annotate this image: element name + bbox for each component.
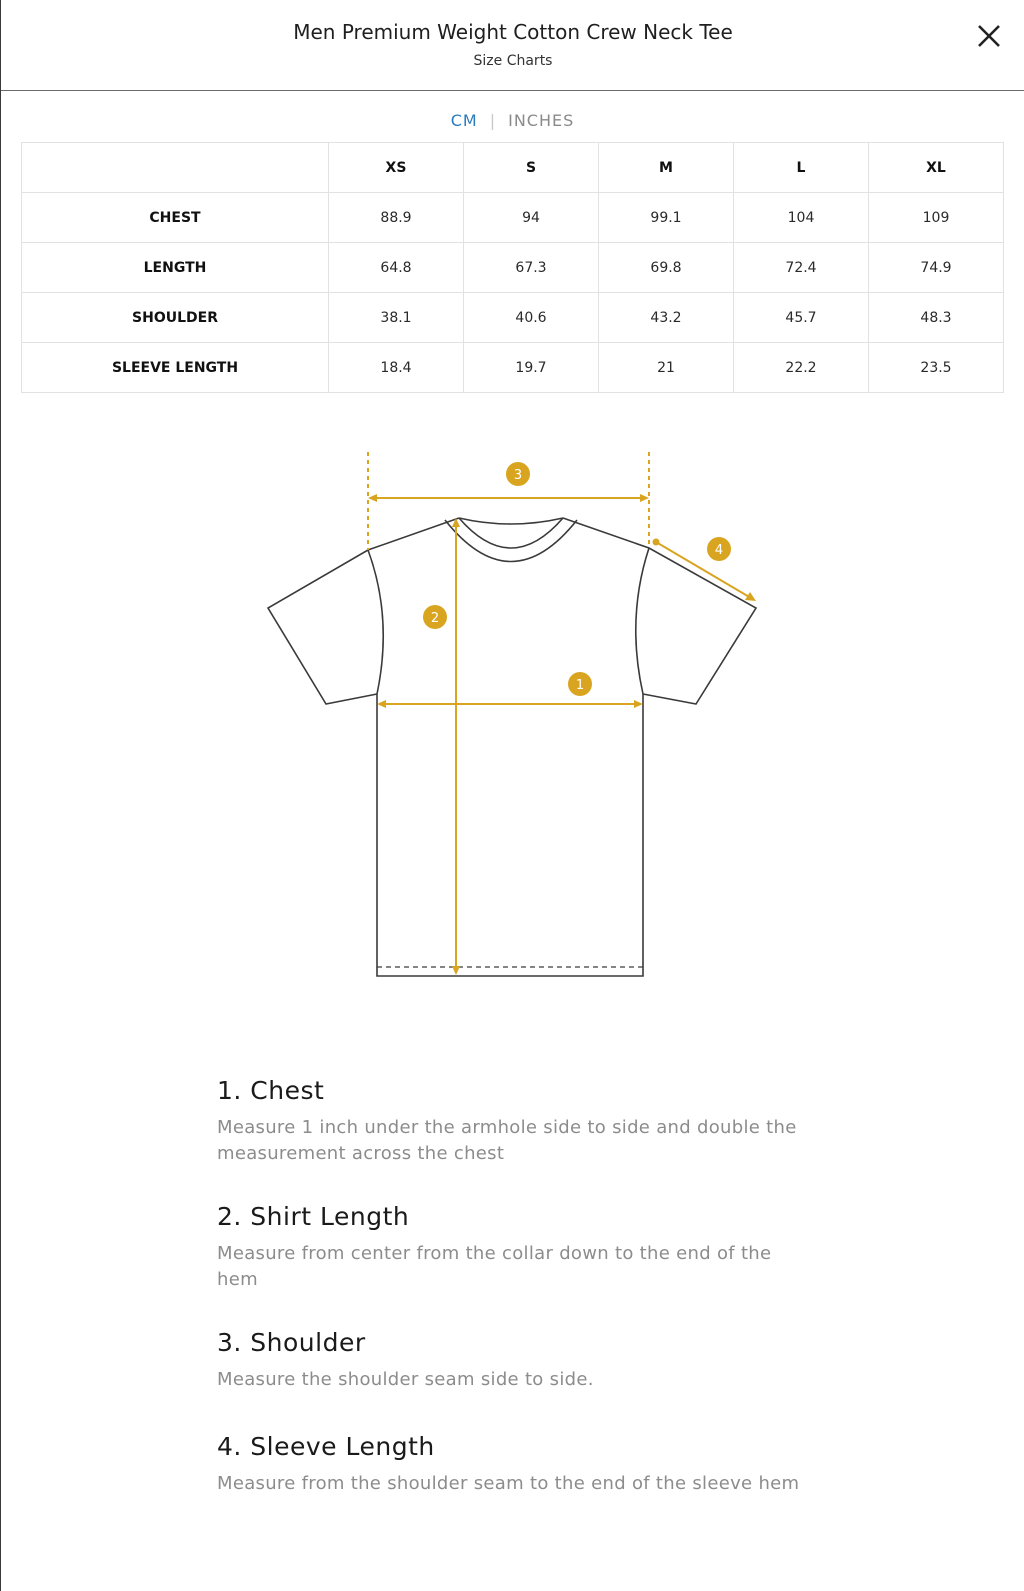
- close-button[interactable]: [973, 20, 1005, 52]
- instruction-sleeve-length: [217, 1432, 799, 1497]
- measurement-arrows: [368, 452, 756, 975]
- table-cell: 18.4: [329, 343, 464, 393]
- header-empty: [22, 143, 329, 193]
- marker-2-label: 2: [430, 611, 440, 626]
- marker-3-icon: [506, 462, 530, 486]
- table-cell: 74.9: [869, 243, 1004, 293]
- header-m: M: [599, 143, 734, 193]
- table-cell: 67.3: [464, 243, 599, 293]
- size-table: [21, 142, 1004, 393]
- table-cell: 64.8: [329, 243, 464, 293]
- table-cell: 48.3: [869, 293, 1004, 343]
- instruction-shoulder: [217, 1328, 594, 1393]
- instruction-title: 2. Shirt Length: [217, 1202, 410, 1231]
- table-row: [22, 293, 1004, 343]
- unit-separator: |: [489, 111, 497, 130]
- marker-1-icon: [568, 672, 592, 696]
- table-row: [22, 193, 1004, 243]
- table-cell: 109: [869, 193, 1004, 243]
- marker-1-label: 1: [575, 678, 585, 693]
- header-s: S: [464, 143, 599, 193]
- unit-cm-tab[interactable]: CM: [450, 111, 478, 130]
- table-cell: 99.1: [599, 193, 734, 243]
- table-cell: 72.4: [734, 243, 869, 293]
- table-cell: 22.2: [734, 343, 869, 393]
- instruction-title: 1. Chest: [217, 1076, 325, 1105]
- instruction-desc: Measure from the shoulder seam to the end of the sleeve hem: [217, 1473, 800, 1494]
- instruction-shirt-length: [217, 1202, 817, 1293]
- table-cell: 21: [599, 343, 734, 393]
- product-title: Men Premium Weight Cotton Crew Neck Tee: [293, 20, 733, 44]
- row-label: CHEST: [22, 193, 329, 243]
- instruction-title: 4. Sleeve Length: [217, 1432, 435, 1461]
- unit-inches-tab[interactable]: INCHES: [508, 111, 575, 130]
- tshirt-outline: [268, 518, 756, 976]
- table-cell: 45.7: [734, 293, 869, 343]
- table-cell: 40.6: [464, 293, 599, 343]
- instruction-title: 3. Shoulder: [217, 1328, 366, 1357]
- table-cell: 19.7: [464, 343, 599, 393]
- marker-2-icon: [423, 605, 447, 629]
- header-xl: XL: [869, 143, 1004, 193]
- unit-toggle: [1, 111, 1024, 130]
- table-cell: 38.1: [329, 293, 464, 343]
- row-label: LENGTH: [22, 243, 329, 293]
- instruction-desc: Measure 1 inch under the armhole side to side and double the measurement across the chest: [217, 1117, 797, 1164]
- instruction-desc: Measure from center from the collar down to the end of the hem: [217, 1243, 772, 1290]
- row-label: SLEEVE LENGTH: [22, 343, 329, 393]
- close-icon: [973, 20, 1005, 52]
- tshirt-diagram-svg: [251, 448, 771, 998]
- header-xs: XS: [329, 143, 464, 193]
- table-row: [22, 343, 1004, 393]
- table-header-row: [22, 143, 1004, 193]
- modal-header: [1, 0, 1024, 91]
- table-cell: 88.9: [329, 193, 464, 243]
- table-cell: 23.5: [869, 343, 1004, 393]
- table-cell: 104: [734, 193, 869, 243]
- table-row: [22, 243, 1004, 293]
- row-label: SHOULDER: [22, 293, 329, 343]
- modal-subtitle: Size Charts: [473, 53, 553, 69]
- table-cell: 43.2: [599, 293, 734, 343]
- marker-4-icon: [707, 537, 731, 561]
- table-cell: 69.8: [599, 243, 734, 293]
- table-cell: 94: [464, 193, 599, 243]
- instruction-desc: Measure the shoulder seam side to side.: [217, 1369, 594, 1390]
- marker-3-label: 3: [513, 468, 523, 483]
- tshirt-measurement-diagram: [251, 448, 771, 998]
- instruction-chest: [217, 1076, 817, 1167]
- header-l: L: [734, 143, 869, 193]
- marker-4-label: 4: [714, 543, 724, 558]
